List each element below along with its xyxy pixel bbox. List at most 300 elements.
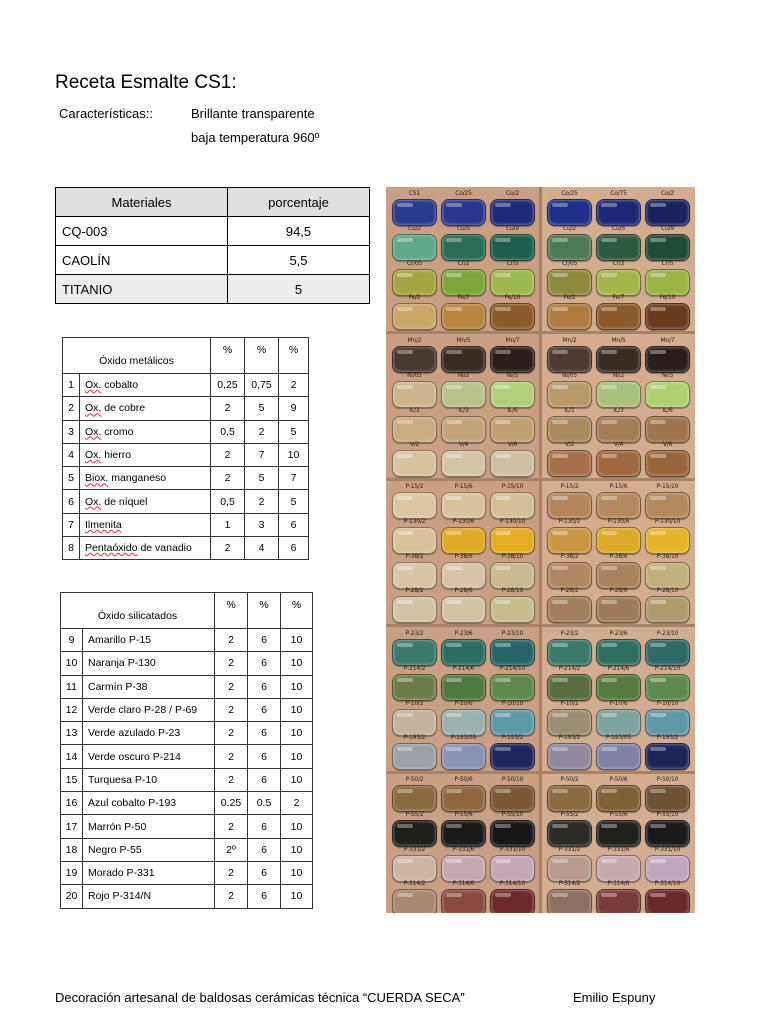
tile-label: P-38/6 — [454, 553, 473, 560]
glaze-tile — [596, 199, 641, 226]
oxide-pct: 2 — [211, 467, 245, 490]
oxide-name-abbr: Ox. — [85, 379, 102, 392]
glaze-tile — [392, 743, 437, 770]
characteristics-line-2: baja temperatura 960º — [191, 130, 320, 145]
tile-label: P-130/6 — [607, 518, 630, 525]
oxide-pct: 0,75 — [245, 374, 279, 397]
glaze-test-tiles-photo — [386, 187, 695, 913]
percentage-header: porcentaje — [228, 188, 370, 217]
oxide-name: Verde oscuro P-214 — [83, 745, 215, 768]
oxide-name: Morado P-331 — [83, 861, 215, 884]
tile-label: P-50/10 — [501, 776, 524, 783]
glaze-tile — [392, 820, 437, 847]
row-number: 13 — [61, 722, 83, 745]
characteristics-label: Características:: — [59, 106, 153, 121]
glaze-tile — [596, 381, 641, 408]
glaze-tile — [441, 639, 486, 666]
glaze-tile — [490, 674, 535, 701]
row-number: 15 — [61, 768, 83, 791]
tile-label: P-331/10 — [654, 846, 681, 853]
material-pct: 94,5 — [228, 217, 370, 246]
tile-label: P-23/2 — [405, 629, 424, 637]
glaze-tile — [645, 639, 690, 666]
oxide-pct: 10 — [281, 652, 313, 675]
oxide-name: Marrón P-50 — [83, 815, 215, 838]
row-number: 7 — [63, 513, 80, 536]
tile-label: P-130/10 — [499, 518, 526, 525]
footer-title: Decoración artesanal de baldosas cerámicas técnica “CUERDA SECA” — [55, 990, 465, 1005]
glaze-tile — [441, 820, 486, 847]
tile-label: P-28/10 — [501, 587, 524, 594]
material-name: CQ-003 — [56, 217, 228, 246]
tile-label: P-130/10 — [654, 518, 681, 525]
row-number: 17 — [61, 815, 83, 838]
tile-label: P-314/6 — [452, 880, 475, 887]
glaze-tile — [547, 527, 592, 554]
glaze-tile — [392, 889, 437, 913]
metallic-oxides-table — [62, 337, 309, 560]
table-row — [56, 217, 370, 246]
tile-label: P-10/2 — [560, 699, 579, 707]
oxide-pct: 6 — [248, 698, 281, 721]
tile-label: V/4 — [458, 440, 469, 448]
glaze-tile — [547, 889, 592, 913]
table-row — [63, 537, 309, 560]
glaze-tile — [547, 743, 592, 770]
pct-header: % — [245, 338, 279, 374]
tile-label: Co/2 — [506, 190, 519, 197]
glaze-tile — [645, 562, 690, 589]
tile-label: P-10/10 — [501, 699, 524, 707]
oxide-pct: 2 — [215, 745, 248, 768]
tile-label: P-130/2 — [403, 518, 426, 525]
tile-label: Ni/2 — [457, 371, 470, 379]
glaze-tile — [490, 346, 535, 373]
tile-label: P-50/10 — [656, 776, 679, 783]
tile-label: P-50/6 — [454, 776, 473, 783]
tile-label: IL/1 — [564, 406, 575, 414]
glaze-tile — [490, 889, 535, 913]
tile-label: P-55/10 — [656, 811, 679, 818]
glaze-tile — [392, 785, 437, 812]
tile-label: Co/75 — [610, 190, 627, 197]
tile-label: P-28/6 — [609, 587, 628, 594]
oxide-pct: 2 — [215, 722, 248, 745]
glaze-tile — [490, 450, 535, 477]
table-row — [63, 490, 309, 513]
oxide-name-abbr: Pentaóxido — [85, 542, 138, 555]
tile-label: Cu/2 — [407, 225, 422, 232]
glaze-tile — [547, 381, 592, 408]
table-row — [61, 745, 313, 768]
tile-label: P-23/2 — [560, 629, 579, 637]
oxide-pct: 2 — [215, 861, 248, 884]
glaze-tile — [596, 492, 641, 519]
oxide-pct: 10 — [281, 675, 313, 698]
tile-label: Fe/7 — [457, 294, 470, 301]
row-number: 4 — [63, 443, 80, 466]
tile-label: P-23/6 — [609, 629, 628, 637]
material-name: TITANIO — [56, 275, 228, 304]
glaze-tile — [441, 709, 486, 736]
tile-label: P-193/2 — [403, 733, 426, 741]
oxide-pct: 2 — [245, 420, 279, 443]
tile-label: Cr/2 — [457, 260, 470, 267]
glaze-tile — [645, 743, 690, 770]
oxide-name: Rojo P-314/N — [83, 885, 215, 908]
tile-label: P-50/2 — [405, 776, 424, 783]
table-row — [61, 768, 313, 791]
glaze-tile — [645, 416, 690, 443]
oxide-pct: 7 — [245, 443, 279, 466]
oxide-name: Amarillo P-15 — [83, 629, 215, 652]
glaze-tile — [490, 269, 535, 296]
tile-label: V/6 — [662, 440, 673, 448]
oxide-pct: 6 — [248, 838, 281, 861]
glaze-tile — [596, 596, 641, 623]
tile-label: Ni/5 — [506, 371, 519, 379]
silicate-oxides-table — [60, 592, 313, 909]
glaze-tile — [441, 785, 486, 812]
row-number: 19 — [61, 861, 83, 884]
tile-label: P-15/10 — [656, 483, 679, 490]
oxide-name-abbr: Ox. — [85, 495, 102, 508]
row-number: 18 — [61, 838, 83, 861]
tile-label: Co/25 — [455, 190, 472, 197]
oxide-name — [80, 490, 211, 513]
tile-label: P-193/2 — [558, 733, 581, 741]
tile-label: P-38/6 — [609, 553, 628, 560]
glaze-tile — [645, 889, 690, 913]
oxide-pct: 10 — [279, 443, 309, 466]
oxide-name-abbr: Ox. — [85, 449, 102, 462]
oxide-pct: 10 — [281, 885, 313, 908]
glaze-tile — [596, 416, 641, 443]
glaze-tile — [547, 709, 592, 736]
glaze-tile — [392, 199, 437, 226]
material-pct: 5 — [228, 275, 370, 304]
glaze-tile — [547, 199, 592, 226]
oxide-pct: 6 — [248, 861, 281, 884]
row-number: 9 — [61, 629, 83, 652]
tile-label: P-23/10 — [656, 629, 679, 637]
glaze-tile — [490, 709, 535, 736]
oxide-pct: 6 — [248, 768, 281, 791]
oxide-name — [80, 374, 211, 397]
glaze-tile — [490, 303, 535, 330]
row-number: 11 — [61, 675, 83, 698]
table-row — [61, 652, 313, 675]
glaze-tile — [645, 269, 690, 296]
glaze-tile — [490, 234, 535, 261]
oxide-pct: 2 — [215, 652, 248, 675]
tile-label: P-130/2 — [558, 518, 581, 525]
glaze-tile — [645, 674, 690, 701]
oxide-name: Carmín P-38 — [83, 675, 215, 698]
oxide-pct: 10 — [281, 722, 313, 745]
oxide-name — [80, 537, 211, 560]
oxide-name: Verde azulado P-23 — [83, 722, 215, 745]
glaze-tile — [392, 855, 437, 882]
table-row — [61, 838, 313, 861]
glaze-tile — [392, 674, 437, 701]
row-number: 2 — [63, 397, 80, 420]
oxide-name: Verde claro P-28 / P-69 — [83, 698, 215, 721]
tile-label: Fe/10 — [659, 294, 676, 301]
oxide-pct: 6 — [248, 745, 281, 768]
tile-label: P-38/10 — [501, 553, 524, 560]
glaze-tile — [441, 889, 486, 913]
oxide-name-rest: de cobre — [101, 402, 146, 415]
glaze-tile — [392, 381, 437, 408]
glaze-tile — [441, 234, 486, 261]
glaze-tile — [547, 416, 592, 443]
tile-label: P-214/2 — [403, 664, 426, 672]
tile-label: Mn/2 — [407, 336, 422, 344]
tile-label: P-10/2 — [405, 699, 424, 707]
tile-label: P-50/6 — [609, 776, 628, 783]
tile-label: Cr/2 — [612, 260, 625, 267]
tile-label: P-331/10 — [499, 846, 526, 853]
tile-label: P-193/05 — [450, 733, 477, 741]
pct-header: % — [279, 338, 309, 374]
glaze-tile — [441, 450, 486, 477]
glaze-tile — [596, 234, 641, 261]
tile-label: Cu/9 — [505, 225, 520, 232]
page-title: Receta Esmalte CS1: — [55, 72, 237, 93]
table-row — [61, 885, 313, 908]
oxide-pct: 4 — [245, 537, 279, 560]
glaze-tile — [547, 492, 592, 519]
tile-label: Mn/5 — [456, 336, 471, 344]
tile-label: P-15/6 — [609, 483, 628, 490]
tile-label: Fe/7 — [612, 294, 625, 301]
tile-label: P-214/10 — [499, 664, 526, 672]
tile-label: P-331/6 — [607, 846, 630, 853]
oxide-pct: 10 — [281, 629, 313, 652]
tile-label: V/4 — [613, 440, 624, 448]
glaze-tile — [490, 527, 535, 554]
oxide-pct: 10 — [281, 768, 313, 791]
pct-header: % — [281, 593, 313, 629]
tile-label: Cr/5 — [506, 260, 519, 267]
glaze-tile — [645, 234, 690, 261]
glaze-tile — [596, 785, 641, 812]
tile-label: Cu/5 — [611, 225, 626, 232]
tile-label: IL/6 — [507, 406, 518, 414]
tile-label: V/6 — [507, 440, 518, 448]
glaze-tile — [392, 527, 437, 554]
oxide-name-rest: manganeso — [108, 472, 167, 485]
table-row — [63, 513, 309, 536]
oxide-name-abbr: Ox. — [85, 425, 102, 438]
glaze-tile — [547, 674, 592, 701]
glaze-tile — [490, 743, 535, 770]
oxide-pct: 0.5 — [248, 792, 281, 815]
tile-label: P-38/2 — [560, 553, 579, 560]
oxide-pct: 9 — [279, 397, 309, 420]
silicate-oxides-header: Óxido silicatados — [61, 593, 215, 629]
glaze-tile — [547, 855, 592, 882]
row-number: 5 — [63, 467, 80, 490]
glaze-tile — [596, 709, 641, 736]
tile-label: P-193/2 — [656, 733, 679, 741]
row-number: 1 — [63, 374, 80, 397]
glaze-tile — [596, 639, 641, 666]
tile-label: Cr/5 — [661, 260, 674, 267]
oxide-pct: 6 — [248, 675, 281, 698]
glaze-tile — [441, 381, 486, 408]
glaze-tile — [441, 303, 486, 330]
oxide-pct: 2 — [215, 629, 248, 652]
oxide-pct: 5 — [245, 397, 279, 420]
tile-label: Fe/10 — [504, 294, 521, 301]
glaze-tile — [645, 709, 690, 736]
glaze-tile — [547, 234, 592, 261]
oxide-name-rest: de níquel — [101, 495, 148, 508]
tile-label: Fe/2 — [563, 294, 576, 301]
tile-label: P-10/10 — [656, 699, 679, 707]
glaze-tile — [490, 855, 535, 882]
tile-label: P-331/2 — [403, 846, 426, 853]
oxide-pct: 6 — [248, 629, 281, 652]
tile-label: P-55/10 — [501, 811, 524, 818]
row-number: 16 — [61, 792, 83, 815]
glaze-tile — [490, 596, 535, 623]
glaze-tile — [441, 743, 486, 770]
glaze-tile — [392, 416, 437, 443]
metallic-oxides-header: Óxido metálicos — [63, 338, 211, 374]
oxide-name: Naranja P-130 — [83, 652, 215, 675]
glaze-tile — [490, 820, 535, 847]
tile-label: Mn/2 — [562, 336, 577, 344]
tile-label: P-23/10 — [501, 629, 524, 637]
oxide-pct: 2 — [245, 490, 279, 513]
tile-label: P-28/10 — [656, 587, 679, 594]
oxide-name-abbr: Biox. — [85, 472, 109, 485]
oxide-name — [80, 513, 211, 536]
tile-label: P-38/2 — [405, 553, 424, 560]
material-name: CAOLÍN — [56, 246, 228, 275]
glaze-tile — [596, 855, 641, 882]
tile-label: P-50/2 — [560, 776, 579, 783]
glaze-tile — [490, 785, 535, 812]
oxide-name: Negro P-55 — [83, 838, 215, 861]
oxide-name-rest: cromo — [101, 425, 134, 438]
tile-label: P-214/6 — [452, 664, 475, 672]
table-row — [63, 374, 309, 397]
table-row — [61, 675, 313, 698]
oxide-name-abbr: Ilmenita — [85, 518, 122, 531]
tile-label: IL/3 — [613, 406, 624, 414]
oxide-pct: 3 — [245, 513, 279, 536]
glaze-tile — [441, 199, 486, 226]
oxide-pct: 10 — [281, 861, 313, 884]
oxide-pct: 5 — [245, 467, 279, 490]
oxide-pct: 7 — [279, 467, 309, 490]
table-row — [63, 467, 309, 490]
glaze-tile — [596, 743, 641, 770]
materials-header: Materiales — [56, 188, 228, 217]
glaze-tile — [441, 416, 486, 443]
glaze-tile — [596, 527, 641, 554]
oxide-pct: 2º — [215, 838, 248, 861]
oxide-pct: 2 — [215, 675, 248, 698]
pct-header: % — [248, 593, 281, 629]
glaze-tile — [547, 562, 592, 589]
glaze-tile — [441, 269, 486, 296]
glaze-tile — [547, 785, 592, 812]
tile-label: P-15/2 — [560, 483, 579, 490]
tile-label: P-130/6 — [452, 518, 475, 525]
glaze-tile — [441, 527, 486, 554]
glaze-tile — [596, 450, 641, 477]
tile-label: P-23/6 — [454, 629, 473, 637]
oxide-pct: 2 — [215, 768, 248, 791]
glaze-tile — [645, 199, 690, 226]
table-row — [61, 861, 313, 884]
tile-label: Cr/05 — [406, 260, 423, 267]
glaze-tile — [547, 303, 592, 330]
glaze-tile — [392, 709, 437, 736]
tile-label: P-314/10 — [499, 880, 526, 887]
row-number: 20 — [61, 885, 83, 908]
glaze-tile — [392, 639, 437, 666]
oxide-pct: 6 — [248, 722, 281, 745]
table-row — [56, 275, 370, 304]
glaze-tile — [596, 674, 641, 701]
tile-label: P-331/6 — [452, 846, 475, 853]
oxide-pct: 6 — [248, 815, 281, 838]
glaze-tile — [645, 381, 690, 408]
oxide-pct: 2 — [211, 397, 245, 420]
tile-label: Cu/2 — [562, 225, 577, 232]
oxide-pct: 0,5 — [211, 420, 245, 443]
oxide-pct: 0,5 — [211, 490, 245, 513]
tile-label: P-10/6 — [454, 699, 473, 707]
tile-label: P-15/6 — [454, 483, 473, 490]
glaze-tile — [441, 674, 486, 701]
row-number: 3 — [63, 420, 80, 443]
oxide-name: Azul cobalto P-193 — [83, 792, 215, 815]
glaze-tile — [547, 346, 592, 373]
oxide-name — [80, 443, 211, 466]
glaze-tile — [645, 820, 690, 847]
tile-label: P-28/2 — [560, 587, 579, 594]
glaze-tile — [547, 450, 592, 477]
oxide-name-rest: cobalto — [101, 379, 139, 392]
tile-label: P-55/6 — [454, 811, 473, 818]
glaze-tile — [441, 596, 486, 623]
table-row — [56, 246, 370, 275]
tile-label: P-15/10 — [501, 483, 524, 490]
glaze-tile — [392, 269, 437, 296]
table-row — [63, 420, 309, 443]
tile-label: Ni/5 — [661, 371, 674, 379]
glaze-tile — [645, 596, 690, 623]
glaze-tile — [490, 562, 535, 589]
glaze-tile — [392, 596, 437, 623]
glaze-tile — [547, 596, 592, 623]
tile-label: Mn/7 — [505, 336, 520, 344]
tile-label: Co/2 — [661, 190, 674, 197]
glaze-tile — [645, 346, 690, 373]
glaze-tile — [392, 234, 437, 261]
oxide-pct: 2 — [215, 698, 248, 721]
glaze-tile — [645, 450, 690, 477]
oxide-pct: 2 — [281, 792, 313, 815]
table-row — [61, 698, 313, 721]
